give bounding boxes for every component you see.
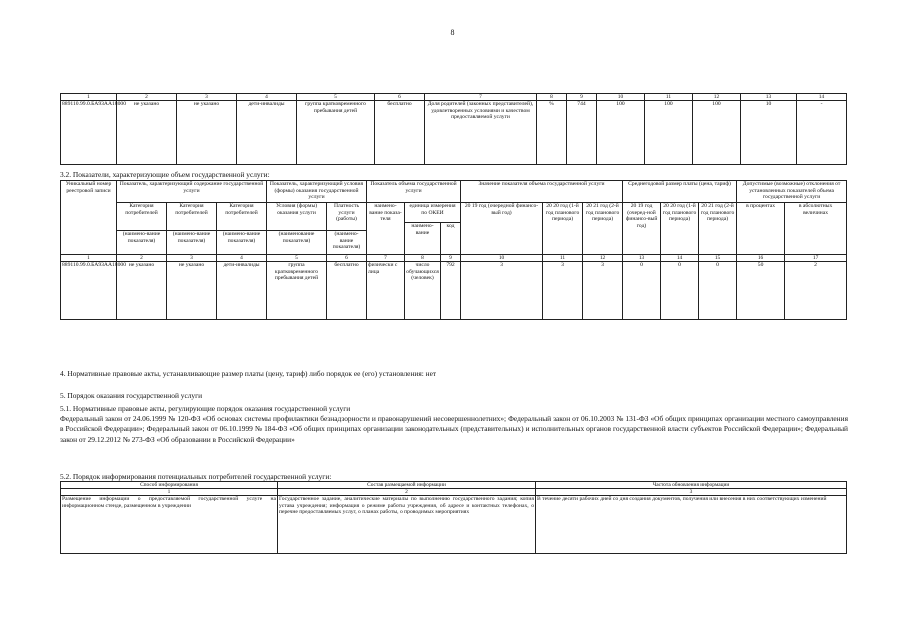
col-number: 6 — [375, 94, 425, 101]
header-method: Способ информирования — [61, 482, 278, 489]
table-cell: число обучающихся (человек) — [405, 262, 441, 320]
table-cell: 0 — [623, 262, 661, 320]
header-sub: (наимено-вание показателя) — [117, 231, 167, 255]
col-number: 12 — [583, 255, 623, 262]
table-cell: 3 — [583, 262, 623, 320]
table-header-row — [61, 181, 847, 203]
col-number: 16 — [737, 255, 785, 262]
col-number: 14 — [661, 255, 699, 262]
table-cell: % — [537, 101, 567, 165]
header-year-3: 20 21 год (2-й год планового периода) — [583, 203, 623, 255]
col-number: 13 — [623, 255, 661, 262]
table-cell: не указано — [117, 262, 167, 320]
table-cell: - — [797, 101, 847, 165]
col-number: 3 — [536, 489, 847, 496]
header-cat-1: Категория потребителей — [117, 203, 167, 231]
table-row — [61, 262, 847, 320]
table-cell: группа кратковременного пребывания детей — [267, 262, 327, 320]
col-number: 17 — [785, 255, 847, 262]
col-number: 11 — [645, 94, 693, 101]
col-number: 7 — [425, 94, 537, 101]
section-4: 4. Нормативные правовые акты, устанавливающие размер платы (цену, тариф) либо порядок ее (его) установления: нет — [60, 369, 437, 378]
table-cell: дети-инвалиды — [237, 101, 297, 165]
col-number: 3 — [177, 94, 237, 101]
col-number: 8 — [405, 255, 441, 262]
col-number: 11 — [543, 255, 583, 262]
page-number: 8 — [450, 28, 455, 37]
table-cell: 10 — [741, 101, 797, 165]
section-5-1: 5.1. Нормативные правовые акты, регулирующие порядок оказания государственной услуги — [60, 404, 351, 413]
header-frequency: Частота обновления информации — [536, 482, 847, 489]
header-volume: Показатель объема государственной услуги — [367, 181, 461, 203]
table-row — [61, 496, 847, 554]
col-number: 1 — [61, 255, 117, 262]
col-number: 5 — [267, 255, 327, 262]
table-cell: 0 — [699, 262, 737, 320]
registry-number: 889110.99.0.БА93АА18000 — [61, 262, 117, 320]
quality-indicators-table — [60, 93, 847, 165]
table-cell: 100 — [645, 101, 693, 165]
header-cat-3: Категория потребителей — [217, 203, 267, 231]
table-cell: не указано — [117, 101, 177, 165]
col-number: 12 — [693, 94, 741, 101]
col-number: 9 — [441, 255, 461, 262]
table-number-row — [61, 489, 847, 496]
header-content: Состав размещаемой информации — [278, 482, 536, 489]
table-cell: Доля родителей (законных представителей), удовлетворенных условиями и качеством предоставляемой услуги — [425, 101, 537, 165]
informing-table — [60, 481, 847, 554]
header-absolute: в абсолютных величинах — [785, 203, 847, 255]
col-number: 6 — [327, 255, 367, 262]
section-5-2-title: 5.2. Порядок информирования потенциальных потребителей государственной услуги: — [60, 472, 332, 481]
table-cell: 3 — [543, 262, 583, 320]
section-5-1-text: Федеральный закон от 24.06.1999 № 120-ФЗ «Об основах системы профилактики безнадзорности и правонарушений несовершеннолетних»; Федеральный закон от 06.10.2003 № 131-ФЗ «Об общих принципах организации местного самоуправления в Российской Федерации»; Федеральный закон от 06.10.1999 № 184-ФЗ «Об общих принципах организации законодательных (представительных) и исполнительных органов государственной власти субъектов Российской Федерации»; Федеральный закон от 29.12.2012 № 273-ФЗ «Об образовании в Российской Федерации» — [60, 414, 848, 444]
table-cell: дети-инвалиды — [217, 262, 267, 320]
col-number: 3 — [167, 255, 217, 262]
col-number: 2 — [278, 489, 536, 496]
col-number: 1 — [61, 489, 278, 496]
header-conditions: Показатель, характеризующий условия (формы) оказания государственной услуги — [267, 181, 367, 203]
header-cat-2: Категория потребителей — [167, 203, 217, 231]
header-price-3: 20 21 год (2-й год планового периода) — [699, 203, 737, 255]
col-number: 1 — [61, 94, 117, 101]
table-cell: 792 — [441, 262, 461, 320]
col-number: 15 — [699, 255, 737, 262]
header-year-2: 20 20 год (1-й год планового периода) — [543, 203, 583, 255]
table-cell: Размещение информации о предоставляемой государственной услуге на информационном стенде, размещенном в учреждении — [61, 496, 278, 554]
table-cell: группа кратковременного пребывания детей — [297, 101, 375, 165]
col-number: 4 — [217, 255, 267, 262]
registry-number: 889110.99.0.БА93АА18000 — [61, 101, 117, 165]
table-cell: 744 — [567, 101, 597, 165]
col-number: 10 — [597, 94, 645, 101]
header-cond-2: Платность услуги (работы) — [327, 203, 367, 231]
col-number: 5 — [297, 94, 375, 101]
table-cell: 100 — [597, 101, 645, 165]
table-cell: В течение десяти рабочих дней со дня создания документов, получения или внесения в них соответствующих изменений — [536, 496, 847, 554]
table-cell: физически с лица — [367, 262, 405, 320]
table-cell: бесплатно — [375, 101, 425, 165]
table-header-row — [61, 94, 847, 101]
header-price-1: 20 19 год (очеред-ной финансо-вый год) — [623, 203, 661, 255]
table-cell: бесплатно — [327, 262, 367, 320]
col-number: 9 — [567, 94, 597, 101]
header-price: Среднегодовой размер платы (цена, тариф) — [623, 181, 737, 203]
header-unique-number: Уникальный номер реестровой записи — [61, 181, 117, 255]
section-3-2-title: 3.2. Показатели, характеризующие объем государственной услуги: — [60, 170, 270, 179]
table-cell: 2 — [785, 262, 847, 320]
col-number: 10 — [461, 255, 543, 262]
table-cell: 3 — [461, 262, 543, 320]
header-sub: (наимено-вание показателя) — [327, 231, 367, 255]
col-number: 8 — [537, 94, 567, 101]
table-row — [61, 101, 847, 165]
header-unit-name: наимено-вание — [405, 223, 441, 255]
header-sub: (наимено-вание показателя) — [217, 231, 267, 255]
header-price-2: 20 20 год (1-й год планового периода) — [661, 203, 699, 255]
col-number: 2 — [117, 255, 167, 262]
header-indicator-name: наимено-вание показа-теля — [367, 203, 405, 255]
table-cell: 50 — [737, 262, 785, 320]
header-unit: единица измерения по ОКЕИ — [405, 203, 461, 223]
col-number: 2 — [117, 94, 177, 101]
header-content: Показатель, характеризующий содержание государственной услуги — [117, 181, 267, 203]
header-unit-code: код — [441, 223, 461, 255]
header-deviation: Допустимые (возможные) отклонения от установленных показателей объема государственной услуги — [737, 181, 847, 203]
header-value: Значение показателя объема государственной услуги — [461, 181, 623, 203]
header-cond-1: Условия (формы) оказания услуги — [267, 203, 327, 231]
header-sub: (наименование показателя) — [267, 231, 327, 255]
col-number: 7 — [367, 255, 405, 262]
col-number: 4 — [237, 94, 297, 101]
section-5: 5. Порядок оказания государственной услуги — [60, 391, 203, 400]
table-cell: 0 — [661, 262, 699, 320]
table-cell: не указано — [167, 262, 217, 320]
col-number: 14 — [797, 94, 847, 101]
table-cell: Государственное задание, аналитические материалы по выполнению государственного задания; копия устава учреждения; информация о режиме работы учреждения, об адресе и контактных телефонах, о перечне предоставляемых услуг, о планах работы, о проводимых мероприятиях — [278, 496, 536, 554]
table-cell: не указано — [177, 101, 237, 165]
table-number-row — [61, 255, 847, 262]
header-sub: (наимено-вание показателя) — [167, 231, 217, 255]
col-number: 13 — [741, 94, 797, 101]
volume-indicators-table — [60, 180, 847, 320]
header-percent: в процентах — [737, 203, 785, 255]
table-cell: 100 — [693, 101, 741, 165]
table-header-row — [61, 203, 847, 223]
table-header-row — [61, 482, 847, 489]
header-year-1: 20 19 год (очередной финансо-вый год) — [461, 203, 543, 255]
